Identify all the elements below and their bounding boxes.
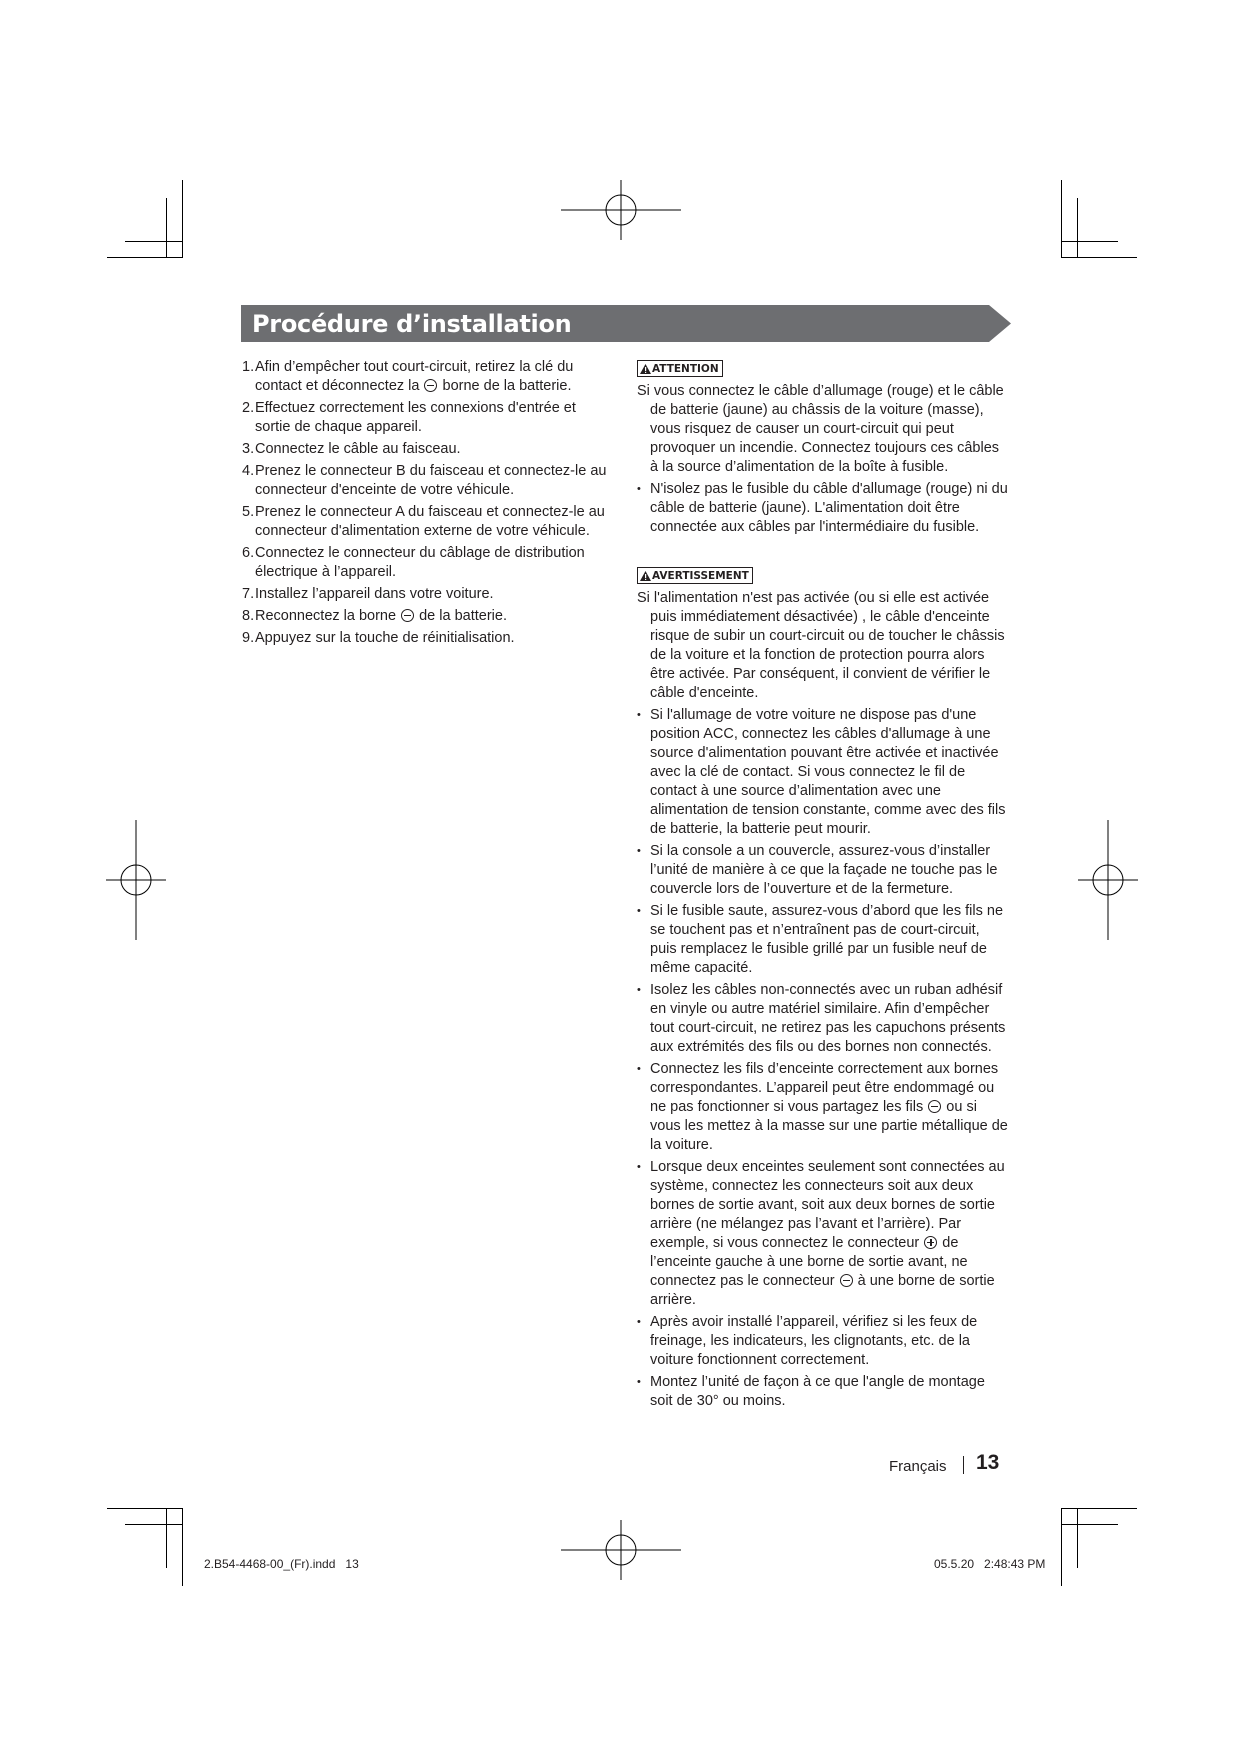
installation-steps-list [242,358,612,648]
registration-mark [1078,820,1138,940]
step-number: 6. [242,545,255,561]
installation-step [242,585,612,604]
warning-triangle-icon [640,364,651,374]
bullet-item [637,1158,1010,1310]
crop-mark [182,1508,183,1586]
crop-mark [1061,257,1137,258]
bullet-item [637,902,1010,978]
print-slug-timestamp: 05.5.20 2:48:43 PM [934,1557,1046,1571]
plus-terminal-icon [924,1236,937,1249]
crop-mark [125,1524,182,1525]
avertissement-badge [637,567,753,584]
crop-mark [166,1508,167,1568]
crop-mark [1061,1508,1137,1509]
installation-step [242,358,612,396]
text: Après avoir installé l’appareil, vérifiez si les feux de freinage, les indicateurs, les clignotants, etc. de la voiture fonctionnent correctement. [650,1314,978,1368]
crop-mark [1077,198,1078,258]
step-number: 5. [242,504,255,520]
minus-terminal-icon [928,1100,941,1113]
crop-mark [1061,180,1062,258]
crop-mark [107,1508,183,1509]
text: Connectez les fils d’enceinte correctement aux bornes correspondantes. L’appareil peut être endommagé ou ne pas fonctionner si vous partagez les fils [650,1061,999,1115]
footer-language: Français [889,1458,947,1475]
crop-mark [1061,1524,1118,1525]
text: ou si vous les mettez à la masse sur une partie métallique de la voiture. [650,1099,1008,1153]
attention-intro: Si vous connectez le câble d’allumage (rouge) et le câble de batterie (jaune) au châssis de la voiture (masse), vous risquez de causer un court-circuit qui peut provoquer un incendie. Connectez toujours ces câbles à la source d’alimentation de la boîte à fusible. [637,383,1004,475]
registration-mark [106,820,166,940]
crop-mark [1077,1508,1078,1568]
installation-steps-column [242,358,612,651]
bullet-item [637,1060,1010,1155]
text: de la batterie. [415,608,507,624]
step-number: 7. [242,586,255,602]
text: Effectuez correctement les connexions d'entrée et sortie de chaque appareil. [255,400,576,435]
attention-badge [637,360,723,377]
installation-step [242,607,612,626]
avertissement-bullets [637,706,1010,1411]
bullet-item [637,706,1010,839]
minus-terminal-icon [401,609,414,622]
bullet-item [637,1313,1010,1370]
installation-step [242,544,612,582]
avertissement-label: AVERTISSEMENT [652,570,749,582]
step-number: 8. [242,608,255,624]
text: Installez l’appareil dans votre voiture. [255,586,494,602]
text: de l’enceinte gauche à une borne de sortie avant, ne connectez pas le connecteur [650,1235,968,1289]
text: Connectez le connecteur du câblage de distribution électrique à l’appareil. [255,545,585,580]
crop-mark [182,180,183,258]
installation-step [242,399,612,437]
crop-mark [1061,1508,1062,1586]
section-spacer [637,540,1010,566]
page-title: Procédure d’installation [252,310,572,338]
text: Prenez le connecteur A du faisceau et connectez-le au connecteur d'alimentation externe de votre véhicule. [255,504,605,539]
text: Connectez le câble au faisceau. [255,441,461,457]
bullet-item [637,1373,1010,1411]
installation-step [242,462,612,500]
text: N'isolez pas le fusible du câble d'allumage (rouge) ni du câble de batterie (jaune). L'alimentation doit être connectée aux câbles par l'intermédiaire du fusible. [650,481,1008,535]
step-number: 2. [242,400,255,416]
step-number: 3. [242,441,255,457]
crop-mark [107,257,183,258]
text: borne de la batterie. [438,378,572,394]
installation-step [242,503,612,541]
text: Si l'allumage de votre voiture ne dispose pas d'une position ACC, connectez les câbles d'allumage à une source d'alimentation pouvant être activée et inactivée avec la clé de contact. Si vous connectez le fil de contact à une source d’alimentation avec une alimentation de tension constante, comme avec des fils de batterie, la batterie peut mourir. [650,707,1006,837]
bullet-item [637,981,1010,1057]
crop-mark [166,198,167,258]
installation-step [242,440,612,459]
attention-label: ATTENTION [652,363,719,375]
attention-bullets [637,480,1010,537]
warnings-column [637,359,1010,1414]
crop-mark [1061,241,1118,242]
installation-step [242,629,612,648]
section-title-bar [241,305,1011,342]
print-slug-file: 2.B54-4468-00_(Fr).indd 13 [204,1557,359,1571]
registration-mark [561,1520,681,1580]
footer-separator [963,1456,964,1474]
text: Si le fusible saute, assurez-vous d’abord que les fils ne se touchent pas et n’entraînent pas de court-circuit, puis remplacez le fusible grillé par un fusible neuf de même capacité. [650,903,1004,976]
step-number: 1. [242,359,255,375]
bullet-item [637,480,1010,537]
avertissement-intro: Si l'alimentation n'est pas activée (ou si elle est activée puis immédiatement désactivée) , le câble d'enceinte risque de subir un court-circuit ou de toucher le châssis de la voiture et la fonction de protection pourra alors être activée. Par conséquent, il convient de vérifier le câble d'enceinte. [637,590,1005,701]
text: à une borne de sortie arrière. [650,1273,995,1308]
text: Montez l’unité de façon à ce que l'angle de montage soit de 30° ou moins. [650,1374,985,1409]
text: Appuyez sur la touche de réinitialisation. [255,630,515,646]
page-number: 13 [976,1451,1000,1474]
text: Si la console a un couvercle, assurez-vous d’installer l’unité de manière à ce que la façade ne touche pas le couvercle lors de l’ouverture et de la fermeture. [650,843,998,897]
minus-terminal-icon [424,379,437,392]
text: Reconnectez la borne [255,608,401,624]
step-number: 9. [242,630,255,646]
registration-mark [561,180,681,240]
minus-terminal-icon [840,1274,853,1287]
text: Lorsque deux enceintes seulement sont connectées au système, connectez les connecteurs soit aux deux bornes de sortie avant, soit aux deux bornes de sortie arrière (ne mélangez pas l’avant et l’arrière). Par exemple, si vous connectez le connecteur [650,1159,1005,1251]
step-number: 4. [242,463,255,479]
text: Isolez les câbles non-connectés avec un ruban adhésif en vinyle ou autre matériel similaire. Afin d’empêcher tout court-circuit, ne retirez pas les capuchons présents aux extrémités des fils ou des bornes non connectés. [650,982,1006,1055]
text: Prenez le connecteur B du faisceau et connectez-le au connecteur d'enceinte de votre véhicule. [255,463,607,498]
text: Afin d’empêcher tout court-circuit, retirez la clé du contact et déconnectez la [255,359,574,394]
bullet-item [637,842,1010,899]
crop-mark [125,241,182,242]
warning-triangle-icon [640,571,651,581]
